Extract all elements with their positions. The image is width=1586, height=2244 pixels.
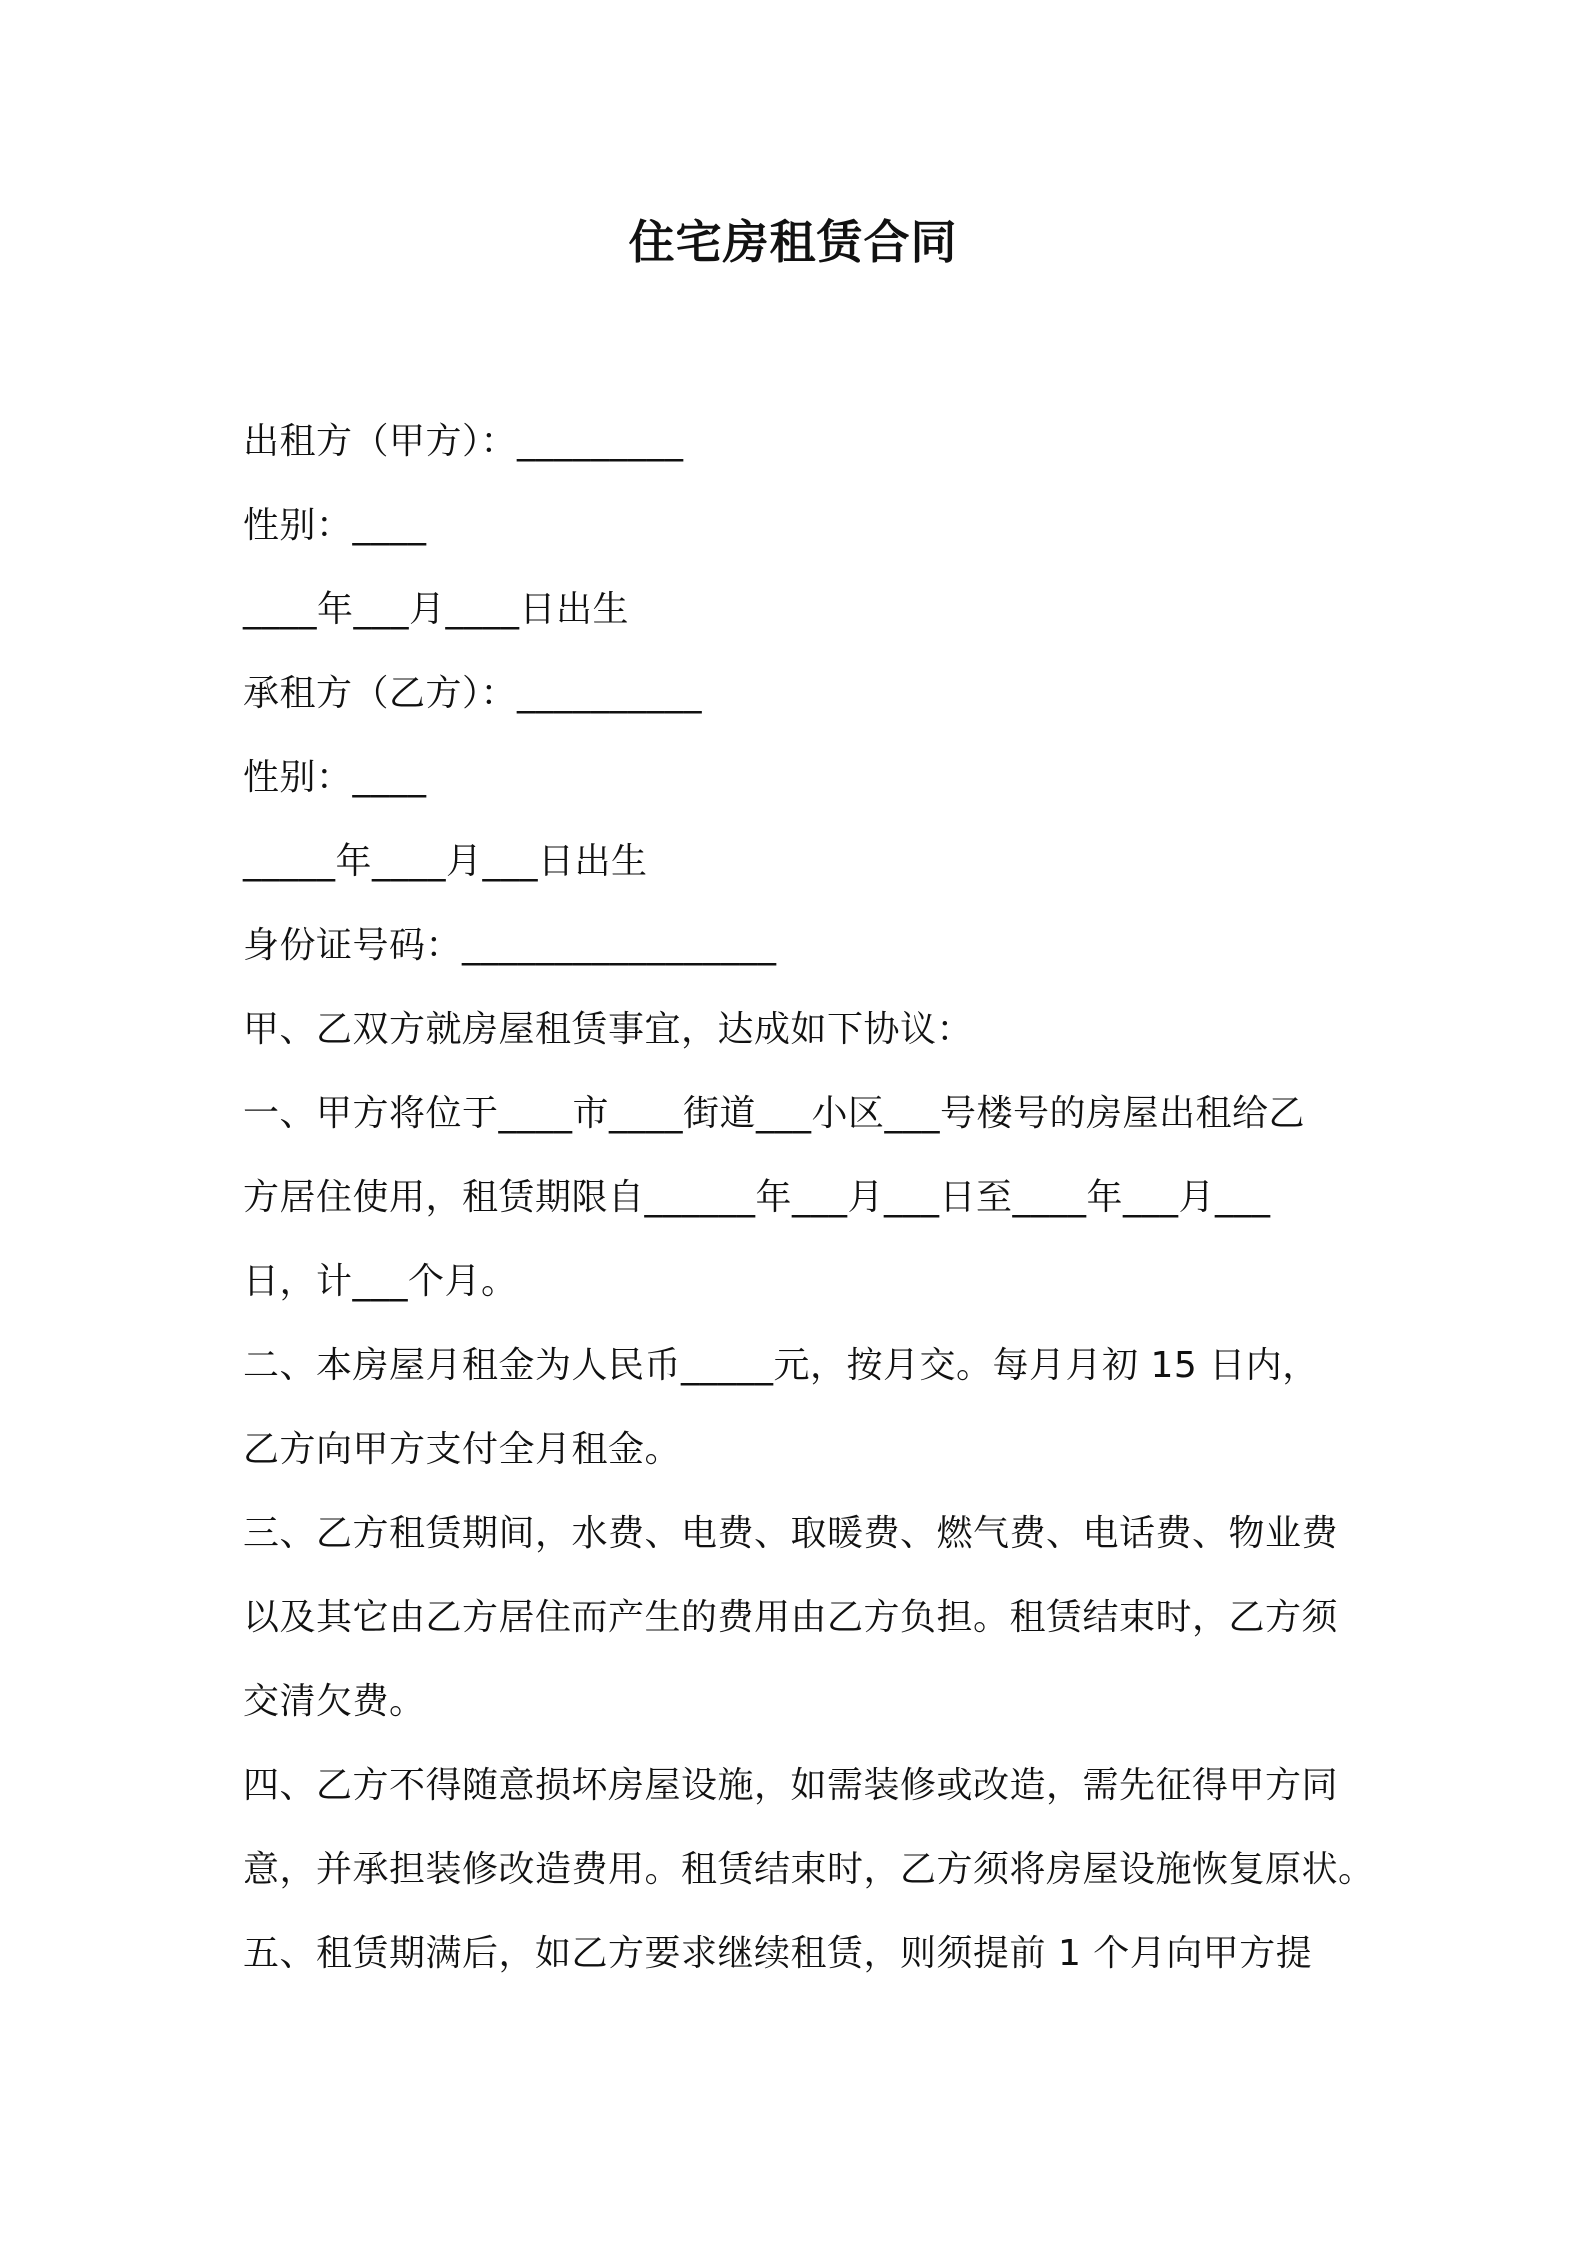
clause-1-line-2: 方居住使用，租赁期限自______年___月___日至____年___月___ bbox=[243, 1177, 1271, 1218]
clause-2-line-1: 二、本房屋月租金为人民币_____元，按月交。每月月初 15 日内， bbox=[243, 1345, 1319, 1386]
id-number-line: 身份证号码：_________________ bbox=[243, 925, 777, 966]
clause-2-line-2: 乙方向甲方支付全月租金。 bbox=[243, 1429, 682, 1470]
clause-5-line-1: 五、租赁期满后，如乙方要求继续租赁，则须提前 1 个月向甲方提 bbox=[243, 1933, 1313, 1974]
clause-1-line-1: 一、甲方将位于____市____街道___小区___号楼号的房屋出租给乙 bbox=[243, 1093, 1306, 1134]
clause-4-line-1: 四、乙方不得随意损坏房屋设施，如需装修或改造，需先征得甲方同 bbox=[243, 1765, 1339, 1806]
lessee-birth-line: _____年____月___日出生 bbox=[243, 841, 648, 882]
lessee-line: 承租方（乙方）：__________ bbox=[243, 673, 703, 714]
clause-3-line-1: 三、乙方租赁期间，水费、电费、取暖费、燃气费、电话费、物业费 bbox=[243, 1513, 1339, 1554]
lessee-gender-line: 性别：____ bbox=[243, 757, 427, 798]
document-title: 住宅房租赁合同 bbox=[628, 215, 958, 269]
lessor-gender-line: 性别：____ bbox=[243, 505, 427, 546]
clause-3-line-2: 以及其它由乙方居住而产生的费用由乙方负担。租赁结束时，乙方须 bbox=[243, 1597, 1339, 1638]
document-body bbox=[243, 400, 1375, 1996]
lessor-birth-line: ____年___月____日出生 bbox=[243, 589, 630, 630]
clause-3-line-3: 交清欠费。 bbox=[243, 1681, 426, 1722]
clause-1-line-3: 日，计___个月。 bbox=[243, 1261, 518, 1302]
lessor-line: 出租方（甲方）：_________ bbox=[243, 421, 684, 462]
clause-4-line-2: 意，并承担装修改造费用。租赁结束时，乙方须将房屋设施恢复原状。 bbox=[243, 1849, 1375, 1890]
agreement-intro: 甲、乙双方就房屋租赁事宜，达成如下协议： bbox=[243, 1009, 974, 1050]
